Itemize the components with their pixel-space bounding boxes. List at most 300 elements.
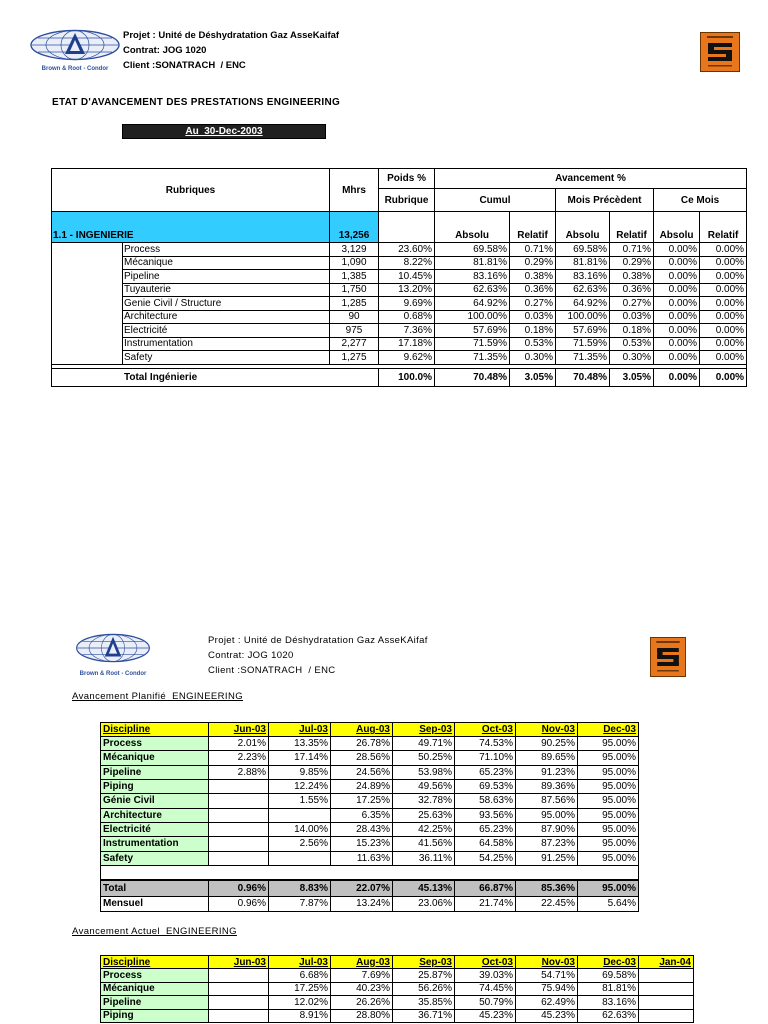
month-value-cell: 95.00% bbox=[578, 851, 639, 865]
month-value-cell: 71.10% bbox=[455, 751, 516, 765]
cumul-relatif-cell: 0.03% bbox=[510, 310, 556, 324]
month-value-cell: 95.00% bbox=[578, 808, 639, 822]
poids-cell: 0.68% bbox=[379, 310, 435, 324]
project-header bbox=[123, 28, 339, 73]
month-value-cell: 25.63% bbox=[393, 808, 455, 822]
mois-precedent-relatif-cell: 0.27% bbox=[610, 297, 654, 311]
month-value-cell: 56.26% bbox=[393, 982, 455, 996]
mois-precedent-absolu-cell: 71.59% bbox=[556, 337, 610, 351]
table-row bbox=[101, 751, 639, 765]
month-value-cell: 85.36% bbox=[516, 880, 578, 896]
discipline-name: Génie Civil bbox=[101, 794, 209, 808]
discipline-name: Architecture bbox=[101, 808, 209, 822]
cumul-absolu-cell: 81.81% bbox=[435, 256, 510, 270]
brown-root-condor-logo bbox=[29, 29, 121, 73]
table-header bbox=[101, 956, 694, 969]
month-value-cell: 2.01% bbox=[209, 737, 269, 751]
month-value-cell: 15.23% bbox=[331, 837, 393, 851]
report-date-box bbox=[122, 124, 326, 139]
ce-mois-relatif-cell: 0.00% bbox=[700, 324, 747, 338]
poids-cell: 13.20% bbox=[379, 283, 435, 297]
month-value-cell: 28.43% bbox=[331, 822, 393, 836]
table-body bbox=[52, 243, 747, 365]
ce-mois-header: Ce Mois bbox=[654, 189, 747, 212]
spacer-row bbox=[101, 865, 639, 880]
month-value-cell: 32.78% bbox=[393, 794, 455, 808]
cumul-absolu-cell: 83.16% bbox=[435, 270, 510, 284]
mois-precedent-absolu-cell: 83.16% bbox=[556, 270, 610, 284]
mois-precedent-relatif-cell: 0.71% bbox=[610, 243, 654, 257]
month-value-cell: 95.00% bbox=[578, 751, 639, 765]
table-row bbox=[52, 270, 747, 284]
mhrs-cell: 1,385 bbox=[330, 270, 379, 284]
cumul-relatif-header: Relatif bbox=[510, 212, 556, 243]
month-value-cell bbox=[639, 1009, 694, 1023]
mois-precedent-relatif-cell: 0.38% bbox=[610, 270, 654, 284]
month-header: Jun-03 bbox=[209, 956, 269, 969]
month-value-cell bbox=[269, 808, 331, 822]
month-value-cell: 28.80% bbox=[331, 1009, 393, 1023]
month-value-cell: 36.11% bbox=[393, 851, 455, 865]
ce-mois-absolu-cell: 0.00% bbox=[654, 337, 700, 351]
month-value-cell: 45.13% bbox=[393, 880, 455, 896]
month-value-cell: 54.71% bbox=[516, 969, 578, 983]
section-poids-cell bbox=[379, 212, 435, 243]
project-header bbox=[208, 633, 428, 678]
table-row bbox=[52, 297, 747, 311]
month-header: Oct-03 bbox=[455, 956, 516, 969]
month-value-cell bbox=[639, 982, 694, 996]
logo-caption: Brown & Root - Condor bbox=[41, 66, 109, 72]
month-value-cell bbox=[209, 822, 269, 836]
month-value-cell: 8.91% bbox=[269, 1009, 331, 1023]
month-value-cell bbox=[209, 808, 269, 822]
total-ce-mois-relatif: 0.00% bbox=[700, 368, 747, 386]
header-row bbox=[101, 723, 639, 737]
discipline-name: Electricité bbox=[101, 822, 209, 836]
month-header: Jul-03 bbox=[269, 723, 331, 737]
month-value-cell: 12.24% bbox=[269, 779, 331, 793]
discipline-name: Mécanique bbox=[101, 751, 209, 765]
discipline-name: Mécanique bbox=[101, 982, 209, 996]
month-value-cell: 22.45% bbox=[516, 896, 578, 911]
table-footer bbox=[52, 364, 747, 386]
cumul-relatif-cell: 0.18% bbox=[510, 324, 556, 338]
month-value-cell: 83.16% bbox=[578, 996, 639, 1010]
brown-root-condor-logo bbox=[75, 633, 151, 678]
total-ce-mois-absolu: 0.00% bbox=[654, 368, 700, 386]
month-value-cell: 45.23% bbox=[455, 1009, 516, 1023]
month-value-cell: 24.89% bbox=[331, 779, 393, 793]
discipline-name: Piping bbox=[101, 1009, 209, 1023]
month-value-cell: 93.56% bbox=[455, 808, 516, 822]
table-row bbox=[101, 737, 639, 751]
month-value-cell: 74.53% bbox=[455, 737, 516, 751]
ce-mois-absolu-cell: 0.00% bbox=[654, 297, 700, 311]
table-header bbox=[101, 723, 639, 737]
poids-cell: 9.69% bbox=[379, 297, 435, 311]
cumul-relatif-cell: 0.30% bbox=[510, 351, 556, 365]
month-value-cell bbox=[209, 996, 269, 1010]
contract-number: Contrat: JOG 1020 bbox=[208, 650, 294, 661]
poids-rubrique-header: Rubrique bbox=[379, 189, 435, 212]
month-value-cell: 90.25% bbox=[516, 737, 578, 751]
ce-mois-relatif-cell: 0.00% bbox=[700, 283, 747, 297]
month-value-cell: 53.98% bbox=[393, 765, 455, 779]
globe-logo-icon bbox=[29, 29, 121, 61]
table-row bbox=[101, 822, 639, 836]
month-value-cell: 95.00% bbox=[578, 794, 639, 808]
discipline-name: Safety bbox=[101, 851, 209, 865]
month-value-cell: 24.56% bbox=[331, 765, 393, 779]
month-value-cell: 50.79% bbox=[455, 996, 516, 1010]
section-row bbox=[52, 212, 747, 243]
month-value-cell: 2.23% bbox=[209, 751, 269, 765]
month-value-cell: 2.88% bbox=[209, 765, 269, 779]
month-value-cell: 69.58% bbox=[578, 969, 639, 983]
total-mois-precedent-relatif: 3.05% bbox=[610, 368, 654, 386]
month-value-cell: 6.68% bbox=[269, 969, 331, 983]
month-value-cell: 89.36% bbox=[516, 779, 578, 793]
month-value-cell bbox=[209, 794, 269, 808]
mhrs-cell: 1,275 bbox=[330, 351, 379, 365]
rubrique-name: Architecture bbox=[123, 310, 330, 324]
planned-progress-title: Avancement Planifié ENGINEERING bbox=[72, 691, 244, 702]
month-value-cell: 6.35% bbox=[331, 808, 393, 822]
client-logo bbox=[650, 637, 686, 677]
discipline-name: Pipeline bbox=[101, 996, 209, 1010]
header-row bbox=[52, 169, 747, 189]
month-value-cell: 95.00% bbox=[578, 880, 639, 896]
month-value-cell: 1.55% bbox=[269, 794, 331, 808]
month-header: Nov-03 bbox=[516, 956, 578, 969]
month-value-cell: 36.71% bbox=[393, 1009, 455, 1023]
month-value-cell: 54.25% bbox=[455, 851, 516, 865]
poids-cell: 17.18% bbox=[379, 337, 435, 351]
table-row bbox=[101, 765, 639, 779]
rubrique-name: Process bbox=[123, 243, 330, 257]
month-header: Sep-03 bbox=[393, 723, 455, 737]
poids-cell: 23.60% bbox=[379, 243, 435, 257]
logo-caption: Brown & Root - Condor bbox=[79, 671, 147, 677]
mois-precedent-absolu-cell: 64.92% bbox=[556, 297, 610, 311]
month-value-cell: 26.26% bbox=[331, 996, 393, 1010]
discipline-name: Pipeline bbox=[101, 765, 209, 779]
cumul-absolu-cell: 57.69% bbox=[435, 324, 510, 338]
discipline-header: Discipline bbox=[101, 723, 209, 737]
mois-precedent-absolu-cell: 69.58% bbox=[556, 243, 610, 257]
cumul-relatif-cell: 0.29% bbox=[510, 256, 556, 270]
discipline-header: Discipline bbox=[101, 956, 209, 969]
spacer-cell bbox=[101, 865, 639, 880]
client-logo bbox=[700, 32, 740, 72]
total-row bbox=[101, 880, 639, 896]
discipline-name: Total bbox=[101, 880, 209, 896]
total-poids: 100.0% bbox=[379, 368, 435, 386]
month-value-cell: 45.23% bbox=[516, 1009, 578, 1023]
month-value-cell: 0.96% bbox=[209, 896, 269, 911]
indent-cell bbox=[52, 243, 123, 365]
cumul-absolu-cell: 69.58% bbox=[435, 243, 510, 257]
client-name: Client :SONATRACH / ENC bbox=[208, 665, 336, 676]
table-row bbox=[101, 996, 694, 1010]
month-value-cell bbox=[209, 982, 269, 996]
month-value-cell: 81.81% bbox=[578, 982, 639, 996]
mois-precedent-relatif-cell: 0.36% bbox=[610, 283, 654, 297]
ce-mois-absolu-cell: 0.00% bbox=[654, 324, 700, 338]
discipline-name: Instrumentation bbox=[101, 837, 209, 851]
globe-logo-icon bbox=[75, 633, 151, 663]
month-value-cell: 95.00% bbox=[516, 808, 578, 822]
month-value-cell: 66.87% bbox=[455, 880, 516, 896]
mois-precedent-absolu-header: Absolu bbox=[556, 212, 610, 243]
project-name: Projet : Unité de Déshydratation Gaz AsseKaifaf bbox=[123, 30, 340, 41]
month-value-cell: 8.83% bbox=[269, 880, 331, 896]
cumul-header: Cumul bbox=[435, 189, 556, 212]
month-value-cell: 62.63% bbox=[578, 1009, 639, 1023]
month-value-cell: 95.00% bbox=[578, 737, 639, 751]
table-row bbox=[52, 324, 747, 338]
table-row bbox=[52, 310, 747, 324]
ce-mois-relatif-cell: 0.00% bbox=[700, 337, 747, 351]
month-value-cell: 89.65% bbox=[516, 751, 578, 765]
discipline-name: Piping bbox=[101, 779, 209, 793]
month-header: Sep-03 bbox=[393, 956, 455, 969]
month-value-cell: 25.87% bbox=[393, 969, 455, 983]
cumul-relatif-cell: 0.38% bbox=[510, 270, 556, 284]
discipline-name: Process bbox=[101, 969, 209, 983]
ce-mois-relatif-cell: 0.00% bbox=[700, 243, 747, 257]
month-value-cell: 11.63% bbox=[331, 851, 393, 865]
mois-precedent-absolu-cell: 57.69% bbox=[556, 324, 610, 338]
ce-mois-relatif-cell: 0.00% bbox=[700, 351, 747, 365]
month-header: Nov-03 bbox=[516, 723, 578, 737]
report-title: ETAT D'AVANCEMENT DES PRESTATIONS ENGINEERING bbox=[52, 97, 341, 108]
month-value-cell: 62.49% bbox=[516, 996, 578, 1010]
cumul-absolu-cell: 100.00% bbox=[435, 310, 510, 324]
section-mhrs: 13,256 bbox=[330, 212, 379, 243]
section-label: 1.1 - INGENIERIE bbox=[52, 212, 330, 243]
month-value-cell: 65.23% bbox=[455, 765, 516, 779]
actual-progress-table bbox=[100, 955, 694, 1023]
mois-precedent-absolu-cell: 62.63% bbox=[556, 283, 610, 297]
month-header: Dec-03 bbox=[578, 723, 639, 737]
total-cumul-absolu: 70.48% bbox=[435, 368, 510, 386]
month-header: Jun-03 bbox=[209, 723, 269, 737]
avancement-header: Avancement % bbox=[435, 169, 747, 189]
month-value-cell: 91.25% bbox=[516, 851, 578, 865]
total-cumul-relatif: 3.05% bbox=[510, 368, 556, 386]
rubrique-name: Safety bbox=[123, 351, 330, 365]
month-value-cell: 13.24% bbox=[331, 896, 393, 911]
month-value-cell: 0.96% bbox=[209, 880, 269, 896]
month-value-cell: 74.45% bbox=[455, 982, 516, 996]
month-value-cell: 2.56% bbox=[269, 837, 331, 851]
cumul-relatif-cell: 0.71% bbox=[510, 243, 556, 257]
cumul-relatif-cell: 0.27% bbox=[510, 297, 556, 311]
total-mois-precedent-absolu: 70.48% bbox=[556, 368, 610, 386]
month-value-cell: 49.71% bbox=[393, 737, 455, 751]
ce-mois-relatif-cell: 0.00% bbox=[700, 310, 747, 324]
table-row bbox=[101, 808, 639, 822]
month-value-cell: 40.23% bbox=[331, 982, 393, 996]
rubrique-name: Genie Civil / Structure bbox=[123, 297, 330, 311]
total-label: Total Ingénierie bbox=[52, 368, 379, 386]
month-header: Oct-03 bbox=[455, 723, 516, 737]
month-value-cell: 12.02% bbox=[269, 996, 331, 1010]
month-value-cell: 28.56% bbox=[331, 751, 393, 765]
month-value-cell: 95.00% bbox=[578, 837, 639, 851]
rubrique-name: Electricité bbox=[123, 324, 330, 338]
month-value-cell: 95.00% bbox=[578, 765, 639, 779]
mois-precedent-header: Mois Précèdent bbox=[556, 189, 654, 212]
month-header: Jul-03 bbox=[269, 956, 331, 969]
ce-mois-absolu-cell: 0.00% bbox=[654, 351, 700, 365]
ce-mois-absolu-cell: 0.00% bbox=[654, 310, 700, 324]
table-row bbox=[52, 283, 747, 297]
header-row bbox=[101, 956, 694, 969]
table-row bbox=[52, 337, 747, 351]
cumul-relatif-cell: 0.53% bbox=[510, 337, 556, 351]
month-value-cell: 64.58% bbox=[455, 837, 516, 851]
client-logo-icon bbox=[650, 637, 686, 677]
poids-cell: 7.36% bbox=[379, 324, 435, 338]
planned-progress-table bbox=[100, 722, 639, 912]
engineering-progress-table bbox=[51, 168, 747, 387]
mhrs-cell: 3,129 bbox=[330, 243, 379, 257]
month-value-cell: 23.06% bbox=[393, 896, 455, 911]
month-value-cell: 87.90% bbox=[516, 822, 578, 836]
month-value-cell: 13.35% bbox=[269, 737, 331, 751]
ce-mois-relatif-header: Relatif bbox=[700, 212, 747, 243]
ce-mois-absolu-cell: 0.00% bbox=[654, 270, 700, 284]
ce-mois-relatif-cell: 0.00% bbox=[700, 297, 747, 311]
ce-mois-absolu-cell: 0.00% bbox=[654, 283, 700, 297]
month-value-cell: 7.69% bbox=[331, 969, 393, 983]
table-body bbox=[101, 969, 694, 1023]
poids-header: Poids % bbox=[379, 169, 435, 189]
month-value-cell bbox=[639, 996, 694, 1010]
rubriques-header: Rubriques bbox=[52, 169, 330, 212]
mhrs-cell: 975 bbox=[330, 324, 379, 338]
rubrique-name: Instrumentation bbox=[123, 337, 330, 351]
table-row bbox=[52, 256, 747, 270]
month-value-cell: 9.85% bbox=[269, 765, 331, 779]
mois-precedent-relatif-cell: 0.29% bbox=[610, 256, 654, 270]
mhrs-cell: 1,090 bbox=[330, 256, 379, 270]
month-value-cell: 17.25% bbox=[331, 794, 393, 808]
poids-cell: 10.45% bbox=[379, 270, 435, 284]
table-row bbox=[101, 1009, 694, 1023]
discipline-name: Process bbox=[101, 737, 209, 751]
poids-cell: 8.22% bbox=[379, 256, 435, 270]
actual-progress-title: Avancement Actuel ENGINEERING bbox=[72, 926, 237, 937]
rubrique-name: Tuyauterie bbox=[123, 283, 330, 297]
month-value-cell bbox=[209, 969, 269, 983]
mhrs-header: Mhrs bbox=[330, 169, 379, 212]
month-value-cell bbox=[209, 1009, 269, 1023]
month-value-cell: 58.63% bbox=[455, 794, 516, 808]
month-value-cell: 22.07% bbox=[331, 880, 393, 896]
month-value-cell: 95.00% bbox=[578, 779, 639, 793]
month-value-cell: 69.53% bbox=[455, 779, 516, 793]
mhrs-cell: 1,750 bbox=[330, 283, 379, 297]
month-header: Dec-03 bbox=[578, 956, 639, 969]
table-row bbox=[101, 969, 694, 983]
client-name: Client :SONATRACH / ENC bbox=[123, 60, 246, 71]
mhrs-cell: 1,285 bbox=[330, 297, 379, 311]
month-header: Aug-03 bbox=[331, 956, 393, 969]
mois-precedent-relatif-cell: 0.30% bbox=[610, 351, 654, 365]
ce-mois-absolu-cell: 0.00% bbox=[654, 243, 700, 257]
month-value-cell: 17.25% bbox=[269, 982, 331, 996]
month-value-cell bbox=[639, 969, 694, 983]
rubrique-name: Pipeline bbox=[123, 270, 330, 284]
month-value-cell: 35.85% bbox=[393, 996, 455, 1010]
month-value-cell: 65.23% bbox=[455, 822, 516, 836]
ce-mois-relatif-cell: 0.00% bbox=[700, 270, 747, 284]
month-value-cell: 21.74% bbox=[455, 896, 516, 911]
month-value-cell: 26.78% bbox=[331, 737, 393, 751]
month-value-cell: 91.23% bbox=[516, 765, 578, 779]
month-value-cell: 50.25% bbox=[393, 751, 455, 765]
client-logo-icon bbox=[700, 32, 740, 72]
cumul-absolu-cell: 71.35% bbox=[435, 351, 510, 365]
mois-precedent-absolu-cell: 81.81% bbox=[556, 256, 610, 270]
month-value-cell: 41.56% bbox=[393, 837, 455, 851]
mois-precedent-relatif-cell: 0.03% bbox=[610, 310, 654, 324]
ce-mois-absolu-header: Absolu bbox=[654, 212, 700, 243]
month-value-cell bbox=[209, 837, 269, 851]
cumul-relatif-cell: 0.36% bbox=[510, 283, 556, 297]
contract-number: Contrat: JOG 1020 bbox=[123, 45, 207, 56]
mois-precedent-absolu-cell: 71.35% bbox=[556, 351, 610, 365]
table-row bbox=[101, 982, 694, 996]
table-body bbox=[101, 737, 639, 912]
table-row bbox=[101, 851, 639, 865]
month-value-cell: 87.56% bbox=[516, 794, 578, 808]
table-row bbox=[52, 351, 747, 365]
month-value-cell: 7.87% bbox=[269, 896, 331, 911]
month-value-cell: 49.56% bbox=[393, 779, 455, 793]
month-value-cell: 75.94% bbox=[516, 982, 578, 996]
month-value-cell: 39.03% bbox=[455, 969, 516, 983]
month-value-cell: 17.14% bbox=[269, 751, 331, 765]
table-row bbox=[101, 794, 639, 808]
report-date: Au 30-Dec-2003 bbox=[185, 126, 263, 137]
cumul-absolu-header: Absolu bbox=[435, 212, 510, 243]
table-row bbox=[101, 837, 639, 851]
month-value-cell: 5.64% bbox=[578, 896, 639, 911]
ce-mois-relatif-cell: 0.00% bbox=[700, 256, 747, 270]
month-header: Jan-04 bbox=[639, 956, 694, 969]
mhrs-cell: 90 bbox=[330, 310, 379, 324]
month-value-cell bbox=[209, 851, 269, 865]
month-value-cell: 14.00% bbox=[269, 822, 331, 836]
month-value-cell: 87.23% bbox=[516, 837, 578, 851]
cumul-absolu-cell: 64.92% bbox=[435, 297, 510, 311]
mois-precedent-relatif-cell: 0.18% bbox=[610, 324, 654, 338]
project-name: Projet : Unité de Déshydratation Gaz AsseKAifaf bbox=[208, 635, 428, 646]
mhrs-cell: 2,277 bbox=[330, 337, 379, 351]
mois-precedent-relatif-cell: 0.53% bbox=[610, 337, 654, 351]
table-row bbox=[52, 243, 747, 257]
poids-cell: 9.62% bbox=[379, 351, 435, 365]
cumul-absolu-cell: 62.63% bbox=[435, 283, 510, 297]
total-row bbox=[52, 368, 747, 386]
month-value-cell bbox=[269, 851, 331, 865]
table-row bbox=[101, 779, 639, 793]
